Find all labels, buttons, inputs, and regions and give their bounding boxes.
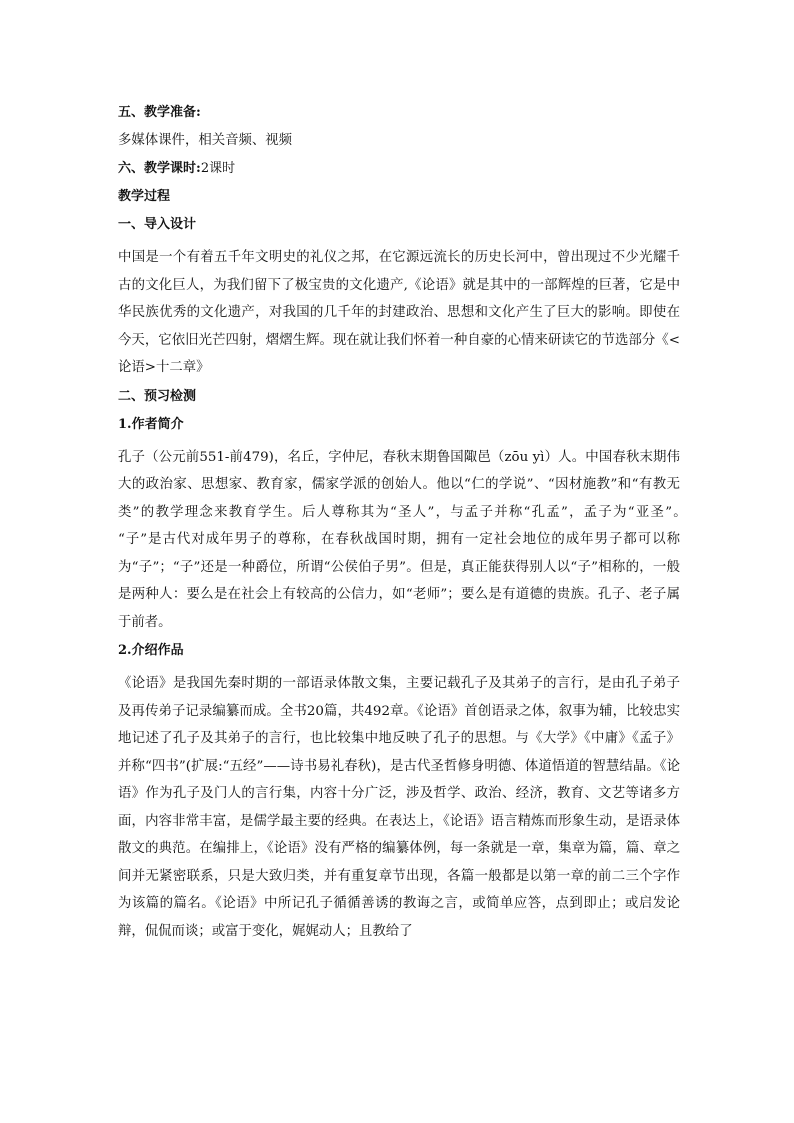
teaching-hours-heading <box>118 160 680 178</box>
work-intro-heading: 2.介绍作品 <box>118 643 184 658</box>
author-intro-paragraph: 孔子（公元前551-前479)，名丘，字仲尼，春秋末期鲁国陬邑（zōu yì）人。中国春秋末期伟大的政治家、思想家、教育家，儒家学派的创始人。他以“仁的学说”、“因材施教”和“有教无类”的教学理念来教育学生。后人尊称其为“圣人”，与孟子并称“孔孟”，孟子为“亚圣”。 “子”是古代对成年男子的尊称，在春秋战国时期，拥有一定社会地位的成年男子都可以称为“子”；“子”还是一种爵位，所谓“公侯伯子男”。但是，真正能获得别人以“子”相称的，一般是两种人：要么是在社会上有较高的公信力，如“老师”；要么是有道德的贵族。孔子、老子属于前者。 <box>118 449 694 630</box>
teaching-hours-value: 2课时 <box>200 161 236 176</box>
author-intro-heading: 1.作者简介 <box>118 416 184 432</box>
teaching-hours-label: 六、教学课时: <box>118 161 201 176</box>
teaching-preparation-text: 多媒体课件，相关音频、视频 <box>118 133 293 148</box>
work-intro-paragraph: 《论语》是我国先秦时期的一部语录体散文集，主要记载孔子及其弟子的言行，是由孔子弟子及再传弟子记录编纂而成。全书20篇，共492章。《论语》首创语录之体，叙事为辅，比较忠实地记述了孔子及其弟子的言行，也比较集中地反映了孔子的思想。与《大学》《中庸》《孟子》并称“四书”(扩展:“五经”——诗书易礼春秋)，是古代圣哲修身明德、体道悟道的智慧结晶。《论语》作为孔子及门人的言行集，内容十分广泛，涉及哲学、政治、经济，教育、文艺等诸多方面，内容非常丰富，是儒学最主要的经典。在表达上，《论语》语言精炼而形象生动，是语录体散文的典范。在编排上，《论语》没有严格的编纂体例，每一条就是一章，集章为篇，篇、章之间并无紧密联系，只是大致归类，并有重复章节出现，各篇一般都是以第一章的前二三个字作为该篇的篇名。《论语》中所记孔子循循善诱的教诲之言，或简单应答，点到即止；或启发论辩，侃侃而谈；或富于变化，娓娓动人；且教给了 <box>118 676 680 939</box>
teaching-process-heading: 教学过程 <box>118 189 171 204</box>
teaching-preparation-heading: 五、教学准备: <box>118 105 201 120</box>
intro-design-heading: 一、导入设计 <box>118 217 197 232</box>
preview-check-heading: 二、预习检测 <box>118 388 197 404</box>
document-body <box>118 98 694 949</box>
intro-design-paragraph: 中国是一个有着五千年文明史的礼仪之邦，在它源远流长的历史长河中，曾出现过不少光耀千古的文化巨人，为我们留下了极宝贵的文化遗产,《论语》就是其中的一部辉煌的巨著，它是中华民族优秀的文化遗产，对我国的几千年的封建政治、思想和文化产生了巨大的影响。即使在今天，它依旧光芒四射，熠熠生辉。现在就让我们怀着一种自豪的心情来研读它的节选部分《<论语>十二章》 <box>118 250 680 375</box>
